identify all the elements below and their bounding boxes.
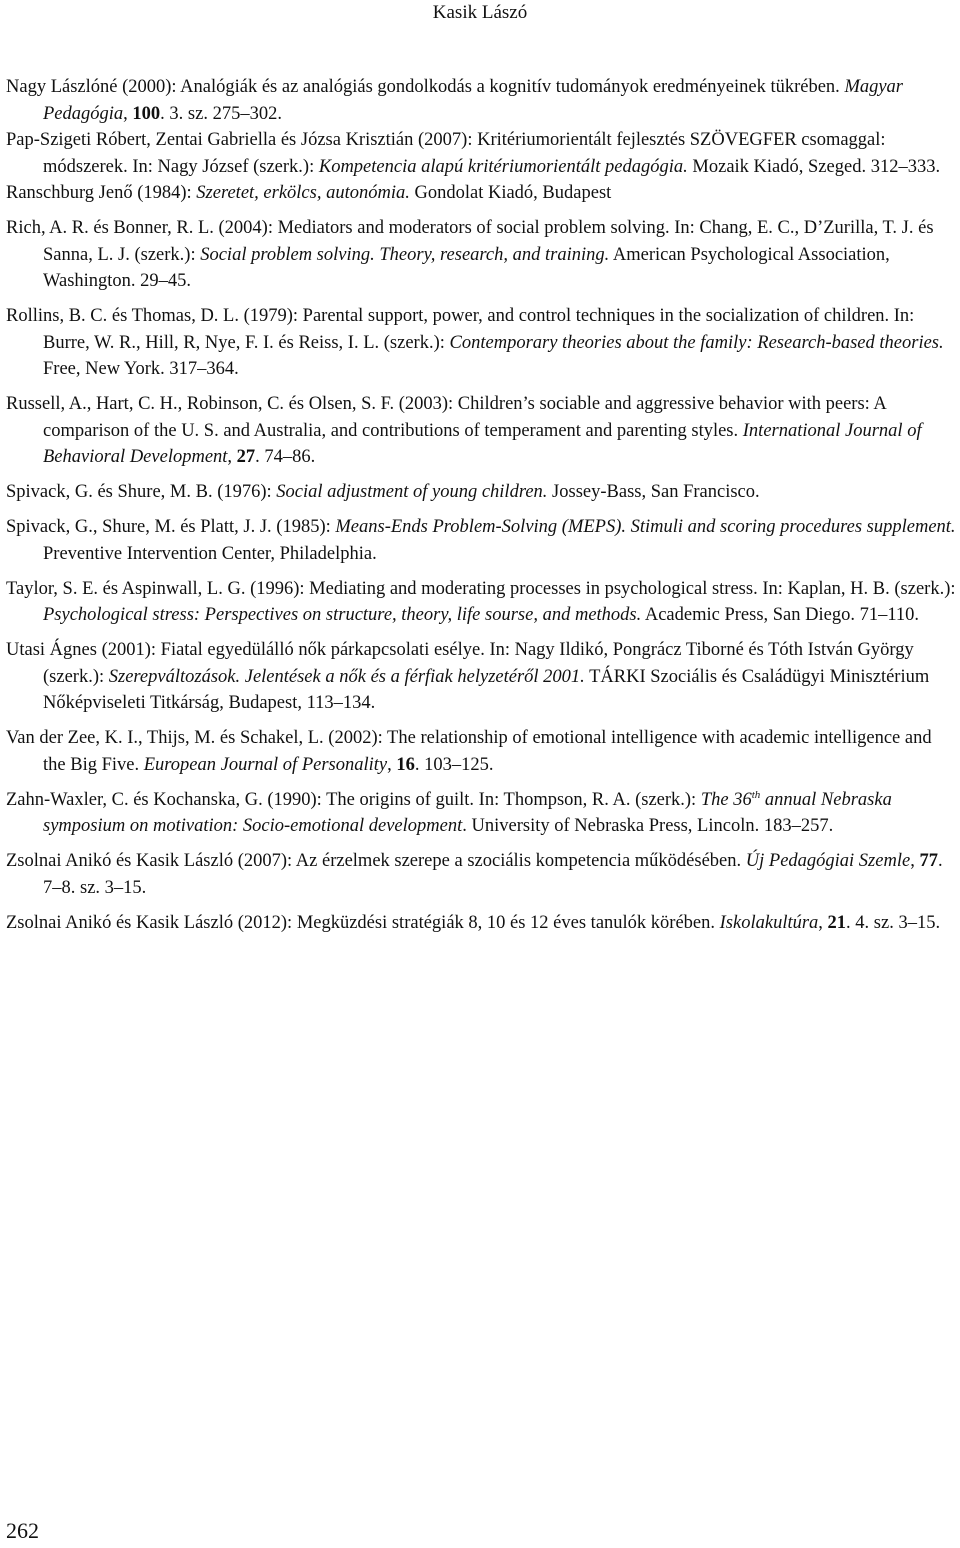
reference-volume: 100 [132,103,161,124]
reference-volume: 21 [827,912,847,933]
reference-title: European Journal of Personality [143,754,388,775]
reference-text: , [387,754,397,775]
reference-text: Preventive Intervention Center, Philadelphia. [43,543,377,564]
reference-text: Pap-Szigeti Róbert, Zentai Gabriella és Józsa Krisztián (2007): Kritériumorientált fejlesztés SZÖVEGFER csomaggal: módszerek. In: Nagy József (szerk.): [6,130,886,177]
reference-title: Iskolakultúra [719,912,819,933]
reference-text: Zsolnai Anikó és Kasik László (2012): Megküzdési stratégiák 8, 10 és 12 éves tanulók körében. [6,912,720,933]
reference-volume: 77 [919,851,938,871]
reference-entry [6,514,956,567]
reference-title: Psychological stress: Perspectives on structure, theory, life sourse, and methods. [43,605,642,625]
reference-entry [6,787,956,840]
reference-title: Kompetencia alapú kritériumorientált pedagógia. [318,156,688,177]
reference-volume: 27 [236,447,256,467]
reference-entry [6,215,956,295]
reference-text: Russell, A., Hart, C. H., Robinson, C. és Olsen, S. F. (2003): Children’s sociable and aggressive behavior with peers: A comparison of the U. S. and Australia, and contributions of temperament and parenting styles. [6,394,886,441]
reference-text: Van der Zee, K. I., Thijs, M. és Schakel, L. (2002): The relationship of emotional intelligence with academic intelligence and the Big Five. [6,728,932,775]
reference-title: International Journal of Behavioral Development [43,420,922,467]
reference-text: . 74–86. [255,447,316,467]
reference-text: Taylor, S. E. és Aspinwall, L. G. (1996): Mediating and moderating processes in psychological stress. In: Kaplan, H. B. (szerk.): [6,578,956,599]
reference-text: Rollins, B. C. és Thomas, D. L. (1979): Parental support, power, and control techniques in the socialization of children. In: Burre, W. R., Hill, R, Nye, F. I. és Reiss, I. L. (szerk.): [6,306,915,353]
reference-text: Spivack, G., Shure, M. és Platt, J. J. (1985): [6,517,336,537]
reference-text: Zahn-Waxler, C. és Kochanska, G. (1990): The origins of guilt. In: Thompson, R. A. (szerk.): [6,789,701,810]
reference-entry [6,637,956,717]
reference-text: . 3. sz. 275–302. [160,103,282,124]
reference-text: Rich, A. R. és Bonner, R. L. (2004): Mediators and moderators of social problem solving. In: Chang, E. C., D’Zurilla, T. J. és Sanna, L. J. (szerk.): [6,218,934,265]
reference-title: Social problem solving. Theory, research, and training. [200,244,610,265]
reference-text: . 4. sz. 3–15. [846,912,941,933]
reference-entry [6,479,956,506]
reference-volume: 16 [396,754,415,775]
reference-text: Mozaik Kiadó, Szeged. 312–333. [687,156,941,177]
reference-title: annual Nebraska symposium on motivation: Socio-emotional development [43,789,892,836]
page-number: 262 [6,1518,39,1543]
reference-text: Zsolnai Anikó és Kasik László (2007): Az érzelmek szerepe a szociális kompetencia működésében. [6,851,746,871]
reference-title: Szeretet, erkölcs, autonómia. [196,183,410,203]
reference-text: Spivack, G. és Shure, M. B. (1976): [6,482,277,502]
reference-title: Means-Ends Problem-Solving (MEPS). Stimuli and scoring procedures supplement. [335,517,956,537]
reference-text: Jossey-Bass, San Francisco. [547,482,760,502]
reference-title: Szerepváltozások. Jelentések a nők és a férfiak helyzetéről 2001. [108,666,585,687]
reference-text: Free, New York. 317–364. [43,359,239,379]
reference-title: Contemporary theories about the family: Research-based theories. [449,332,944,353]
reference-text: Nagy Lászlóné (2000): Analógiák és az analógiás gondolkodás a kognitív tudományok eredményeinek tükrében. [6,77,845,97]
reference-text: , [818,912,828,933]
reference-title: Új Pedagógiai Szemle [745,851,911,871]
reference-entry [6,725,956,778]
reference-title: Social adjustment of young children. [276,482,548,502]
reference-title: The 36 [700,789,752,810]
reference-entry [6,303,956,383]
reference-text: . University of Nebraska Press, Lincoln. 183–257. [462,816,834,836]
reference-title: Magyar Pedagógia [43,77,904,124]
reference-text: . 7–8. sz. 3–15. [43,851,943,898]
reference-text: Gondolat Kiadó, Budapest [409,183,612,203]
reference-text: Ranschburg Jenő (1984): [6,183,197,203]
reference-text: , [227,447,237,467]
reference-entry [6,391,956,471]
reference-entry [6,848,956,901]
reference-text: American Psychological Association, Washington. 29–45. [43,244,890,291]
ordinal-suffix: th [751,788,761,801]
reference-entry [6,576,956,629]
reference-text: . 103–125. [414,754,494,775]
reference-text: Academic Press, San Diego. 71–110. [641,605,920,625]
reference-text: , [910,851,920,871]
reference-text: Utasi Ágnes (2001): Fiatal egyedülálló nők párkapcsolati esélye. In: Nagy Ildikó, Pongrácz Tiborné és Tóth István György (szerk.): [6,640,914,687]
reference-entry [6,180,956,207]
reference-entry [6,74,956,127]
reference-entry [6,127,956,180]
reference-text: TÁRKI Szociális és Családügyi Minisztérium Nőképviseleti Titkárság, Budapest, 113–134. [43,666,930,713]
reference-entry [6,910,956,937]
running-head: Kasik Lászó [432,2,528,23]
reference-list [6,74,956,945]
reference-text: , [123,103,133,124]
